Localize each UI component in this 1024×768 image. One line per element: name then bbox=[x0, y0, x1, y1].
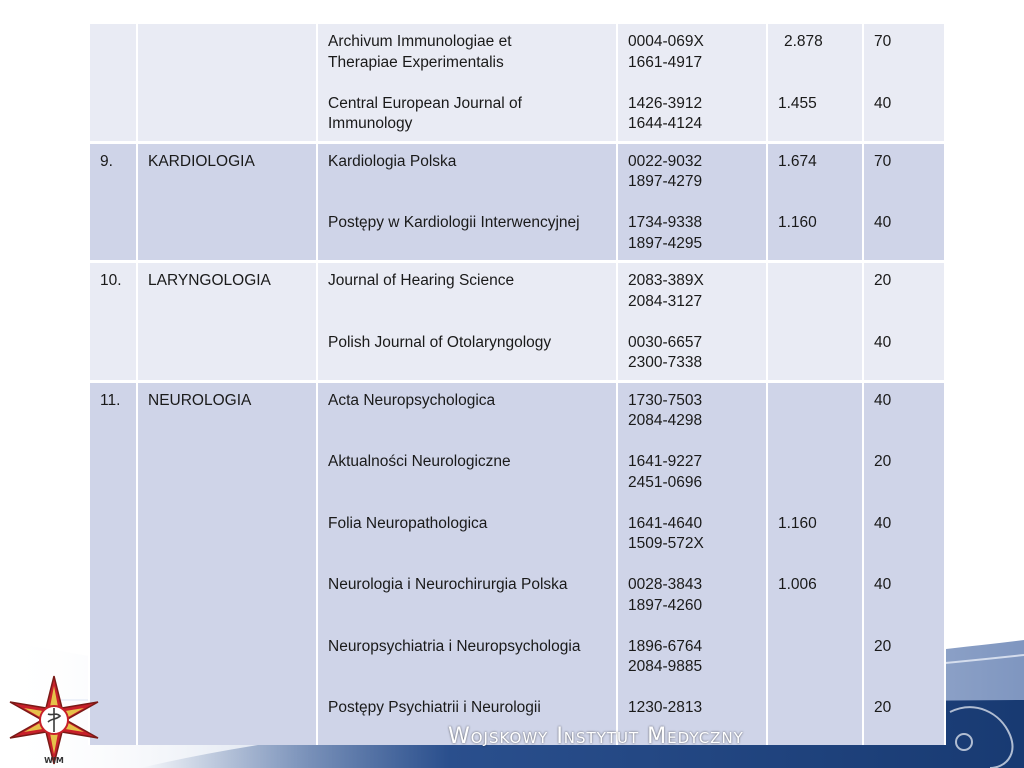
journal-title-line: Neurologia i Neurochirurgia Polska bbox=[328, 576, 568, 593]
journal-issn bbox=[628, 213, 766, 254]
journal-issn bbox=[628, 452, 766, 493]
journal-points bbox=[874, 333, 944, 374]
journal-names-cell bbox=[317, 142, 617, 262]
journal-points bbox=[874, 271, 944, 312]
journal-points bbox=[874, 213, 944, 254]
journal-names-cell bbox=[317, 381, 617, 745]
journal-title-line: Neuropsychiatria i Neuropsychologia bbox=[328, 637, 581, 655]
journal-names-cell bbox=[317, 24, 617, 142]
journal-impact-factor bbox=[778, 94, 862, 135]
journal-title bbox=[328, 637, 616, 678]
journal-impact-factor bbox=[778, 637, 862, 678]
journal-title-line: Postępy w Kardiologii Interwencyjnej bbox=[328, 214, 580, 231]
journal-impact-factor bbox=[778, 575, 862, 616]
specialty-name bbox=[137, 24, 317, 142]
journal-title-line: Kardiologia Polska bbox=[328, 152, 457, 170]
journal-issn bbox=[628, 637, 766, 678]
issn-number: 1641-9227 bbox=[628, 453, 703, 470]
journal-title bbox=[328, 575, 616, 616]
issn-number: 1734-9338 bbox=[628, 214, 703, 231]
points-value: 40 bbox=[874, 333, 892, 351]
points-value: 20 bbox=[874, 453, 892, 470]
issn-number: 2300-7338 bbox=[628, 354, 703, 371]
journal-issn bbox=[628, 32, 766, 73]
journal-title bbox=[328, 32, 616, 73]
issn-number: 0004-069X bbox=[628, 33, 704, 50]
table-row bbox=[89, 24, 945, 142]
journal-title-line: Folia Neuropathologica bbox=[328, 514, 488, 532]
row-number: 11. bbox=[89, 381, 137, 745]
points-value: 40 bbox=[874, 576, 892, 593]
issn-number: 1644-4124 bbox=[628, 115, 703, 132]
issn-cell bbox=[617, 142, 767, 262]
journal-impact-factor bbox=[778, 32, 862, 73]
journal-names-cell bbox=[317, 262, 617, 382]
specialty-name: KARDIOLOGIA bbox=[137, 142, 317, 262]
journal-issn bbox=[628, 514, 766, 555]
row-number: 10. bbox=[89, 262, 137, 382]
issn-number: 1897-4260 bbox=[628, 596, 703, 614]
points-value: 40 bbox=[874, 514, 892, 532]
journal-title-line: Archivum Immunologiae et bbox=[328, 33, 512, 50]
journal-title bbox=[328, 333, 616, 374]
points-value: 40 bbox=[874, 214, 892, 231]
wim-logo-text: WIM bbox=[44, 756, 64, 765]
wim-cross-emblem bbox=[10, 676, 98, 764]
journal-title-line: Postępy Psychiatrii i Neurologii bbox=[328, 699, 541, 716]
impact-factor-value: 1.160 bbox=[778, 514, 817, 532]
issn-cell bbox=[617, 24, 767, 142]
journal-points bbox=[874, 452, 944, 493]
journal-issn bbox=[628, 152, 766, 193]
impact-factor-value: 1.455 bbox=[778, 94, 817, 112]
wim-logo bbox=[6, 672, 102, 768]
points-value: 40 bbox=[874, 94, 892, 112]
journal-title-line: Polish Journal of Otolaryngology bbox=[328, 333, 552, 351]
journal-points bbox=[874, 32, 944, 73]
journals-table bbox=[88, 24, 946, 745]
issn-number: 2084-9885 bbox=[628, 658, 703, 675]
points-cell bbox=[863, 142, 945, 262]
journal-issn bbox=[628, 391, 766, 432]
points-value: 70 bbox=[874, 152, 892, 170]
journal-title-line: Journal of Hearing Science bbox=[328, 272, 515, 289]
row-number bbox=[89, 24, 137, 142]
journal-title bbox=[328, 152, 616, 193]
issn-number: 1509-572X bbox=[628, 535, 704, 552]
journal-title-line: Central European Journal of bbox=[328, 94, 522, 112]
table-row bbox=[89, 142, 945, 262]
journal-impact-factor bbox=[778, 333, 862, 374]
issn-cell bbox=[617, 381, 767, 745]
impact-factor-cell bbox=[767, 262, 863, 382]
journal-impact-factor bbox=[778, 213, 862, 254]
impact-factor-value: 2.878 bbox=[784, 33, 823, 50]
journal-title bbox=[328, 391, 616, 432]
journal-issn bbox=[628, 94, 766, 135]
points-value: 20 bbox=[874, 699, 892, 716]
issn-number: 0028-3843 bbox=[628, 576, 703, 593]
issn-number: 1897-4279 bbox=[628, 173, 703, 190]
points-value: 70 bbox=[874, 33, 892, 50]
issn-number: 2084-4298 bbox=[628, 412, 703, 429]
points-value: 20 bbox=[874, 272, 892, 289]
impact-factor-value: 1.160 bbox=[778, 214, 817, 231]
journal-title-line: Immunology bbox=[328, 115, 413, 132]
journal-impact-factor bbox=[778, 391, 862, 432]
issn-number: 0030-6657 bbox=[628, 333, 703, 351]
impact-factor-value: 1.674 bbox=[778, 152, 817, 170]
issn-number: 1730-7503 bbox=[628, 391, 703, 409]
points-cell bbox=[863, 262, 945, 382]
journal-impact-factor bbox=[778, 514, 862, 555]
journal-impact-factor bbox=[778, 271, 862, 312]
points-cell bbox=[863, 24, 945, 142]
points-value: 20 bbox=[874, 637, 892, 655]
journal-points bbox=[874, 575, 944, 616]
journal-points bbox=[874, 391, 944, 432]
journal-title bbox=[328, 452, 616, 493]
issn-number: 1897-4295 bbox=[628, 234, 703, 252]
specialty-name: NEUROLOGIA bbox=[137, 381, 317, 745]
journal-issn bbox=[628, 575, 766, 616]
journal-issn bbox=[628, 271, 766, 312]
journal-issn bbox=[628, 333, 766, 374]
journal-title bbox=[328, 213, 616, 254]
journal-title bbox=[328, 514, 616, 555]
issn-cell bbox=[617, 262, 767, 382]
journal-points bbox=[874, 152, 944, 193]
issn-number: 2451-0696 bbox=[628, 473, 703, 491]
journal-title-line: Acta Neuropsychologica bbox=[328, 391, 496, 409]
journal-title bbox=[328, 271, 616, 312]
issn-number: 0022-9032 bbox=[628, 152, 703, 170]
journal-title bbox=[328, 94, 616, 135]
issn-number: 2083-389X bbox=[628, 272, 704, 289]
points-cell bbox=[863, 381, 945, 745]
impact-factor-cell bbox=[767, 142, 863, 262]
journal-title-line: Therapiae Experimentalis bbox=[328, 53, 504, 71]
issn-number: 2084-3127 bbox=[628, 292, 703, 310]
institute-name: Wojskowy Instytut Medyczny bbox=[448, 724, 744, 749]
issn-number: 1661-4917 bbox=[628, 53, 703, 71]
journal-title-line: Aktualności Neurologiczne bbox=[328, 453, 511, 470]
issn-number: 1230-2813 bbox=[628, 699, 703, 716]
impact-factor-cell bbox=[767, 381, 863, 745]
issn-number: 1426-3912 bbox=[628, 94, 703, 112]
journals-table-container bbox=[88, 24, 944, 745]
impact-factor-cell bbox=[767, 24, 863, 142]
impact-factor-value: 1.006 bbox=[778, 576, 817, 593]
table-row bbox=[89, 262, 945, 382]
points-value: 40 bbox=[874, 391, 892, 409]
specialty-name: LARYNGOLOGIA bbox=[137, 262, 317, 382]
journal-impact-factor bbox=[778, 152, 862, 193]
journal-points bbox=[874, 637, 944, 678]
row-number: 9. bbox=[89, 142, 137, 262]
journal-impact-factor bbox=[778, 452, 862, 493]
journal-points bbox=[874, 514, 944, 555]
journals-table-body bbox=[89, 24, 945, 745]
table-row bbox=[89, 381, 945, 745]
issn-number: 1896-6764 bbox=[628, 637, 703, 655]
issn-number: 1641-4640 bbox=[628, 514, 703, 532]
journal-points bbox=[874, 94, 944, 135]
